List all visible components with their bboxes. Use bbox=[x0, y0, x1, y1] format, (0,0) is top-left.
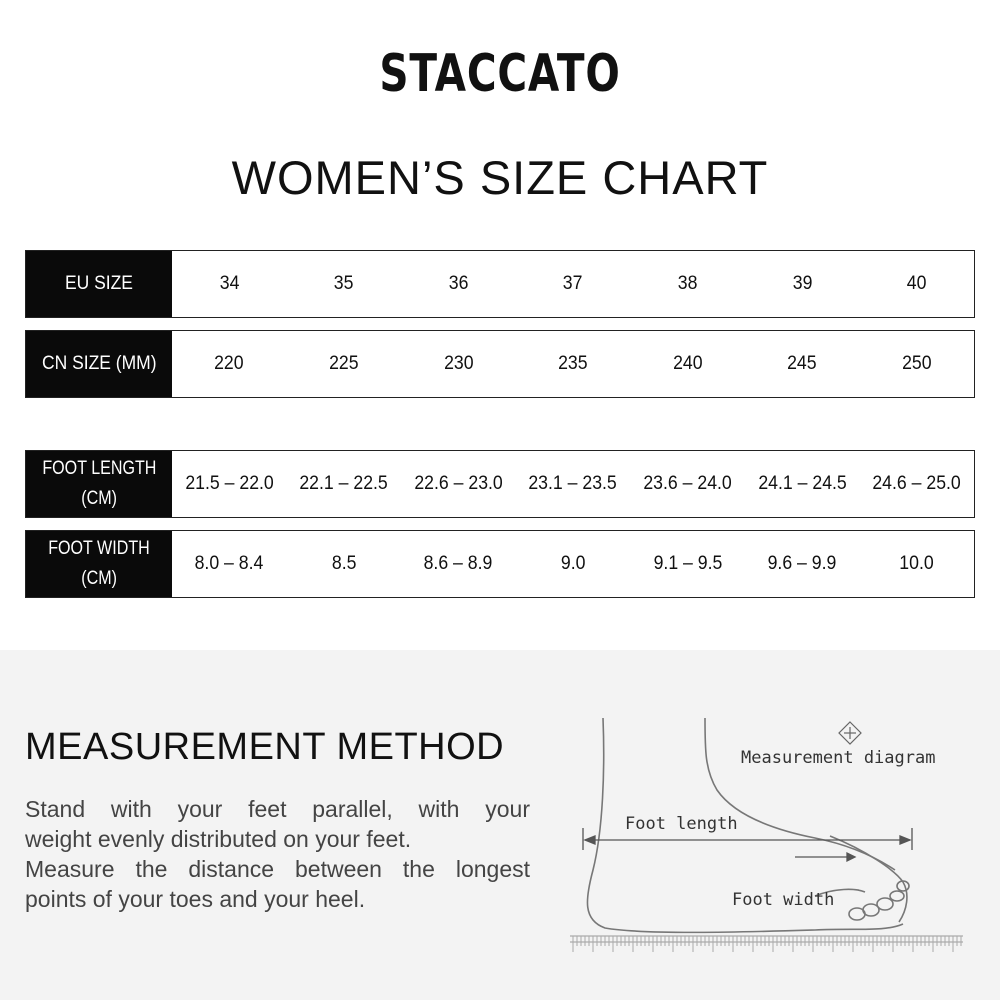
foot-length-label: Foot length bbox=[625, 814, 738, 834]
row-cells bbox=[172, 531, 974, 597]
table-cell: 245 bbox=[787, 353, 817, 374]
measurement-section bbox=[0, 650, 1000, 1000]
table-cell: 23.6 – 24.0 bbox=[643, 473, 732, 494]
table-cell: 24.1 – 24.5 bbox=[757, 473, 847, 494]
table-cell: 240 bbox=[672, 353, 703, 374]
instruction-line: Stand with your feet parallel, with your bbox=[25, 796, 530, 822]
table-cell: 10.0 bbox=[899, 553, 934, 574]
row-header: EU SIZE bbox=[26, 251, 172, 317]
row-cells bbox=[172, 451, 974, 517]
compass-diamond-icon bbox=[839, 722, 861, 744]
table-cell: 22.1 – 22.5 bbox=[299, 473, 389, 494]
measurement-instructions bbox=[25, 794, 530, 914]
table-cell: 250 bbox=[902, 353, 932, 374]
page-title: WOMEN’S SIZE CHART bbox=[231, 151, 769, 204]
table-cell: 34 bbox=[219, 273, 240, 294]
table-cell: 9.1 – 9.5 bbox=[653, 553, 722, 574]
row-header-line: FOOT LENGTH bbox=[41, 458, 157, 479]
row-cells bbox=[172, 251, 974, 317]
table-cell: 22.6 – 23.0 bbox=[414, 473, 503, 494]
table-cell: 37 bbox=[563, 273, 583, 294]
table-cell: 8.5 bbox=[331, 553, 357, 574]
table-cell: 40 bbox=[906, 273, 927, 294]
measurement-title: MEASUREMENT METHOD bbox=[25, 726, 505, 768]
table-cell: 24.6 – 25.0 bbox=[872, 473, 961, 494]
foot-width-table bbox=[25, 530, 975, 598]
row-header-line: FOOT WIDTH bbox=[48, 538, 150, 559]
table-cell: 8.6 – 8.9 bbox=[424, 553, 493, 574]
table-cell: 21.5 – 22.0 bbox=[185, 473, 274, 494]
row-header bbox=[26, 451, 172, 517]
cn-size-table bbox=[25, 330, 975, 398]
table-cell: 35 bbox=[334, 273, 354, 294]
foot-length-table bbox=[25, 450, 975, 518]
row-header-unit: (CM) bbox=[81, 488, 117, 509]
measurement-diagram bbox=[565, 710, 975, 1000]
brand-logo: STACCATO bbox=[379, 44, 621, 104]
instruction-line: weight evenly distributed on your feet. bbox=[25, 826, 412, 852]
table-cell: 38 bbox=[677, 273, 698, 294]
row-header-unit: (CM) bbox=[81, 568, 117, 589]
instruction-line: Measure the distance between the longest bbox=[25, 856, 530, 882]
foot-width-label: Foot width bbox=[732, 890, 835, 910]
table-cell: 23.1 – 23.5 bbox=[528, 473, 618, 494]
table-cell: 235 bbox=[558, 353, 588, 374]
table-cell: 230 bbox=[443, 353, 474, 374]
row-header: CN SIZE (MM) bbox=[26, 331, 172, 397]
diagram-caption: Measurement diagram bbox=[741, 748, 936, 768]
table-cell: 39 bbox=[792, 273, 813, 294]
instruction-line: points of your toes and your heel. bbox=[25, 886, 366, 912]
table-cell: 225 bbox=[329, 353, 359, 374]
table-cell: 9.6 – 9.9 bbox=[767, 553, 837, 574]
row-cells bbox=[172, 331, 974, 397]
table-cell: 8.0 – 8.4 bbox=[194, 553, 264, 574]
table-cell: 36 bbox=[448, 273, 469, 294]
table-cell: 9.0 bbox=[560, 553, 586, 574]
row-header bbox=[26, 531, 172, 597]
eu-size-table bbox=[25, 250, 975, 318]
table-cell: 220 bbox=[214, 353, 245, 374]
